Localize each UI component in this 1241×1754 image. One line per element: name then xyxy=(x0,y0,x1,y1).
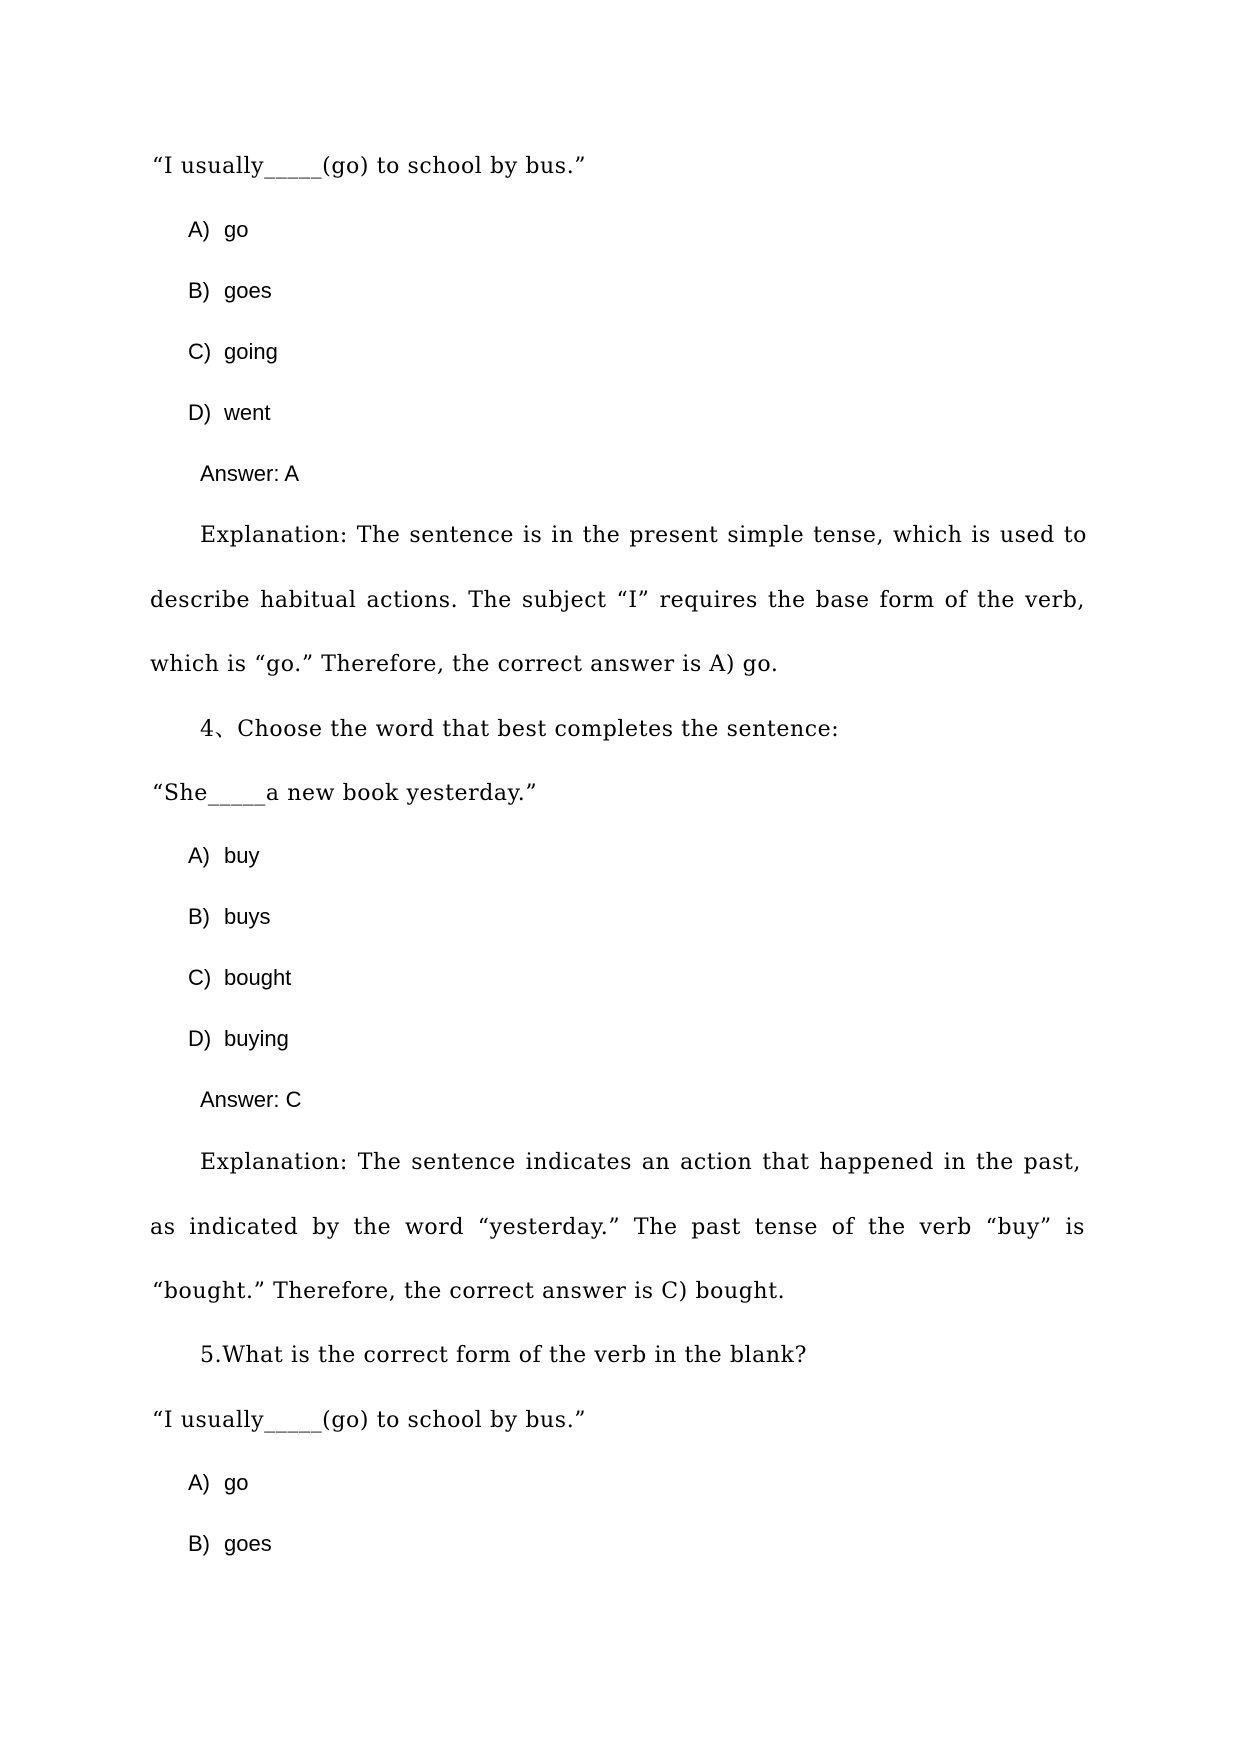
option-text: goes xyxy=(224,1531,272,1556)
option-letter: A) xyxy=(188,217,210,242)
option-letter: A) xyxy=(188,1470,210,1495)
option-letter: B) xyxy=(188,904,210,929)
explanation-line: Explanation: The sentence is in the present simple tense, which is used to xyxy=(200,523,1087,548)
option-d xyxy=(188,1028,289,1050)
explanation-line: as indicated by the word “yesterday.” The past tense of the verb “buy” is xyxy=(150,1215,1085,1240)
option-b xyxy=(188,1533,272,1555)
explanation-line: Explanation: The sentence indicates an action that happened in the past, xyxy=(200,1150,1081,1175)
option-text: buy xyxy=(224,843,260,868)
option-letter: B) xyxy=(188,278,210,303)
option-letter: C) xyxy=(188,965,212,990)
option-d xyxy=(188,402,270,424)
option-letter: D) xyxy=(188,1026,212,1051)
option-text: buys xyxy=(224,904,271,929)
question-sentence: “I usually_____(go) to school by bus.” xyxy=(152,154,587,179)
option-b xyxy=(188,906,270,928)
option-text: go xyxy=(224,1470,249,1495)
option-text: going xyxy=(224,339,278,364)
option-a xyxy=(188,219,248,241)
explanation-line: which is “go.” Therefore, the correct answer is A) go. xyxy=(150,652,779,677)
option-letter: A) xyxy=(188,843,210,868)
explanation-line: describe habitual actions. The subject “I” requires the base form of the verb, xyxy=(150,588,1085,613)
answer-line: Answer: C xyxy=(200,1087,302,1112)
explanation-line: “bought.” Therefore, the correct answer is C) bought. xyxy=(152,1279,786,1304)
option-letter: C) xyxy=(188,339,212,364)
option-c xyxy=(188,967,291,989)
question-prompt: 4、Choose the word that best completes the sentence: xyxy=(200,717,840,742)
question-sentence: “I usually_____(go) to school by bus.” xyxy=(152,1408,587,1433)
option-b xyxy=(188,280,272,302)
option-letter: D) xyxy=(188,400,212,425)
option-c xyxy=(188,341,278,363)
option-a xyxy=(188,1472,248,1494)
option-text: go xyxy=(224,217,249,242)
option-a xyxy=(188,845,259,867)
question-sentence: “She_____a new book yesterday.” xyxy=(152,781,538,806)
question-prompt: 5.What is the correct form of the verb in the blank? xyxy=(200,1343,807,1368)
option-text: buying xyxy=(224,1026,289,1051)
option-text: goes xyxy=(224,278,272,303)
answer-line: Answer: A xyxy=(200,461,300,486)
option-text: went xyxy=(224,400,271,425)
option-text: bought xyxy=(224,965,292,990)
option-letter: B) xyxy=(188,1531,210,1556)
